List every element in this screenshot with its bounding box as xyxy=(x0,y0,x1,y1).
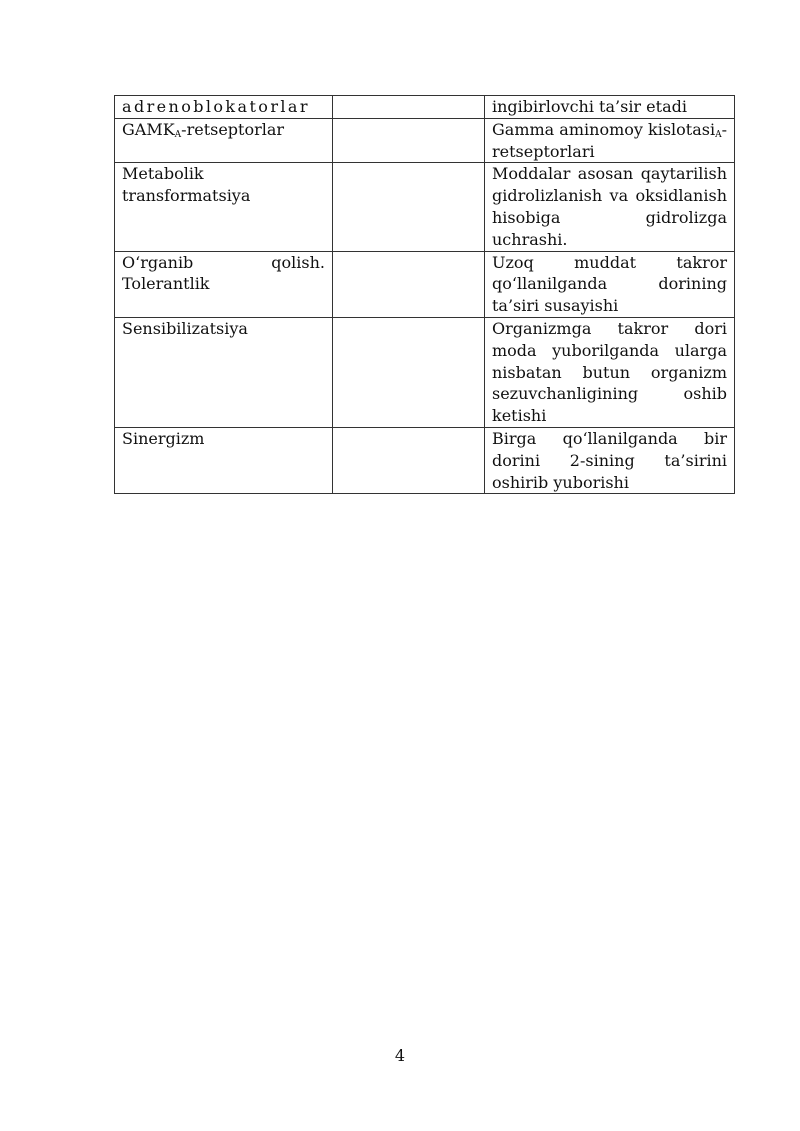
table-row xyxy=(115,163,735,251)
term-text: GAMK xyxy=(122,119,175,139)
empty-cell xyxy=(333,251,485,317)
definition-subscript: A xyxy=(715,129,722,140)
term-cell: Sinergizm xyxy=(115,427,333,493)
term-subscript: A xyxy=(174,129,182,140)
terms-table xyxy=(114,95,735,494)
definition-cell: Organizmga takror dori moda yuborilganda ularga nisbatan butun organizm sezuvchanligining oshib ketishi xyxy=(485,317,735,427)
term-text-rest: -retseptorlar xyxy=(181,119,285,139)
empty-cell xyxy=(333,118,485,163)
definition-cell xyxy=(485,118,735,163)
definition-cell: Birga qo‘llanilganda bir dorini 2-sining ta’sirini oshirib yuborishi xyxy=(485,427,735,493)
empty-cell xyxy=(333,163,485,251)
page-number: 4 xyxy=(394,1046,406,1065)
table-row xyxy=(115,251,735,317)
definition-text: Gamma aminomoy kislotasi xyxy=(492,119,716,139)
term-cell xyxy=(115,118,333,163)
empty-cell xyxy=(333,317,485,427)
definition-cell: Uzoq muddat takror qo‘llanilganda dorining ta’siri susayishi xyxy=(485,251,735,317)
empty-cell xyxy=(333,96,485,119)
definition-cell: ingibirlovchi ta’sir etadi xyxy=(485,96,735,119)
table-row xyxy=(115,427,735,493)
term-text: adrenoblokatorlar xyxy=(122,97,310,116)
table-row xyxy=(115,96,735,119)
definition-cell: Moddalar asosan qaytarilish gidrolizlanish va oksidlanish hisobiga gidrolizga uchrashi. xyxy=(485,163,735,251)
definition-text-rest: -retseptorlari xyxy=(492,119,727,161)
term-cell: Sensibilizatsiya xyxy=(115,317,333,427)
table-row xyxy=(115,317,735,427)
term-cell: Metabolik transformatsiya xyxy=(115,163,333,251)
term-cell: O‘rganib qolish. Tolerantlik xyxy=(115,251,333,317)
table-row xyxy=(115,118,735,163)
term-cell xyxy=(115,96,333,119)
empty-cell xyxy=(333,427,485,493)
